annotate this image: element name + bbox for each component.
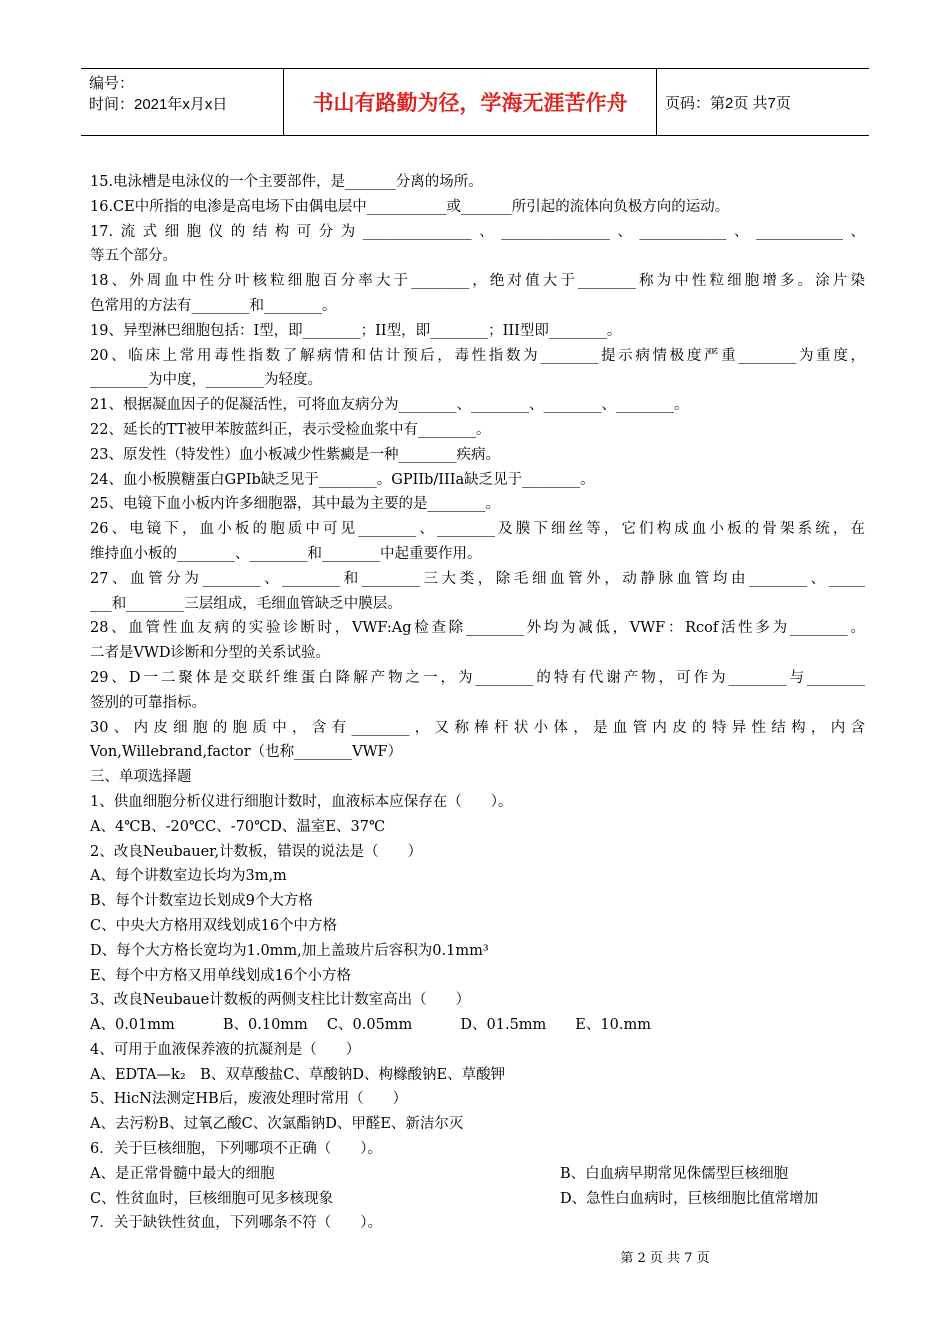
question-line: 3、改良Neubaue计数板的两侧支柱比计数室高出（ ） xyxy=(90,992,471,1009)
text-line: 29、D一二聚体是交联纤维蛋白降解产物之一，为________的特有代谢产物，可作为________与________ xyxy=(90,669,865,686)
option-line: D、每个大方格长宽均为1.0mm,加上盖玻片后容积为0.1mm³ xyxy=(90,942,489,959)
text-line: 21、根据凝血因子的促凝活性，可将血友病分为________、________、________、________。 xyxy=(90,397,689,414)
text-line: 30、内皮细胞的胞质中，含有________，又称棒杆状小体，是血管内皮的特异性结构，内含 xyxy=(90,719,865,736)
text-line: 27、血管分为________、________和________三大类，除毛细血管外，动静脉血管均由________、_____ xyxy=(90,570,865,587)
option-a: A、是正常骨髓中最大的细胞 xyxy=(90,1165,275,1182)
option-line: A、去污粉B、过氧乙酸C、次氯酯钠D、甲醛E、新洁尔灭 xyxy=(90,1116,464,1133)
option-line: C、中央大方格用双线划成16个中方格 xyxy=(90,917,338,934)
text-line: 20、临床上常用毒性指数了解病情和估计预后，毒性指数为________提示病情极度严重________为重度， xyxy=(90,347,865,364)
option-row xyxy=(90,1162,865,1187)
text-line: 25、电镜下血小板内许多细胞器，其中最为主要的是________。 xyxy=(90,496,500,513)
text-line: ___和________三层组成，毛细血管缺乏中膜层。 xyxy=(90,595,402,612)
doc-time-label: 时间：2021年x月x日 xyxy=(89,96,228,113)
option-line: A、每个讲数室边长均为3m,m xyxy=(90,868,287,885)
doc-number-label: 编号： xyxy=(89,75,135,92)
text-line: 16.CE中所指的电渗是高电场下由偶电层中___________或_______所引起的流体向负极方向的运动。 xyxy=(90,198,730,215)
section-heading: 三、单项选择题 xyxy=(90,769,192,786)
question-line: 5、HicN法测定HB后，废液处理时常用（ ） xyxy=(90,1091,408,1108)
text-line: 签别的可靠指标。 xyxy=(90,694,206,711)
text-line: 23、原发性（特发性）血小板减少性紫癜是一种________疾病。 xyxy=(90,446,500,463)
header-motto: 书山有路勤为径，学海无涯苦作舟 xyxy=(284,69,657,135)
option-b: B、白血病早期常见侏儒型巨核细胞 xyxy=(560,1165,789,1182)
option-line: A、0.01mm B、0.10mm C、0.05mm D、01.5mm E、10.mm xyxy=(90,1017,651,1034)
text-line: 28、血管性血友病的实验诊断时，VWF:Ag检查除________外均为减低，VWF：Rcof活性多为________。 xyxy=(90,620,865,637)
document-body xyxy=(90,170,865,1236)
text-line: 18、外周血中性分叶核粒细胞百分率大于________，绝对值大于________称为中性粒细胞增多。涂片染 xyxy=(90,273,865,290)
option-d: D、急性白血病时，巨核细胞比值常增加 xyxy=(560,1190,819,1207)
page-header xyxy=(81,68,869,136)
option-line: A、EDTA—k₂ B、双草酸盐C、草酸钠D、枸橼酸钠E、草酸钾 xyxy=(90,1066,506,1083)
question-line: 6．关于巨核细胞，下列哪项不正确（ ）。 xyxy=(90,1141,382,1158)
question-line: 4、可用于血液保养液的抗凝剂是（ ） xyxy=(90,1041,361,1058)
option-line: B、每个计数室边长划成9个大方格 xyxy=(90,893,313,910)
text-line: 15.电泳槽是电泳仪的一个主要部件，是_______分离的场所。 xyxy=(90,174,483,190)
text-line: 二者是VWD诊断和分型的关系试验。 xyxy=(90,645,330,662)
option-line: A、4℃B、-20℃C、-70℃D、温室E、37℃ xyxy=(90,818,386,835)
text-line: 24、血小板膜糖蛋白GPIb缺乏见于________。GPIIb/IIIa缺乏见于________。 xyxy=(90,471,595,488)
text-line: 等五个部分。 xyxy=(90,248,177,265)
question-line: 2、改良Neubauer,计数板，错误的说法是（ ） xyxy=(90,843,423,860)
text-line: 26、电镜下，血小板的胞质中可见________、________及膜下细丝等，它们构成血小板的骨架系统，在 xyxy=(90,521,865,538)
text-line: ________为中度，________为轻度。 xyxy=(90,372,322,389)
question-line: 1、供血细胞分析仪进行细胞计数时，血液标本应保存在（ ）。 xyxy=(90,793,513,810)
text-line: 22、延长的TT被甲苯胺蓝纠正，表示受检血浆中有________。 xyxy=(90,421,491,438)
option-line: E、每个中方格又用单线划成16个小方格 xyxy=(90,967,352,984)
text-line: 17.流式细胞仪的结构可分为_______________、_______________、____________、____________、 xyxy=(90,223,865,240)
text-line: 色常用的方法有________和________。 xyxy=(90,297,337,314)
text-line: Von,Willebrand,factor（也称________VWF） xyxy=(90,744,403,761)
text-line: 19、异型淋巴细胞包括：I型，即________；II型，即________；III型即________。 xyxy=(90,322,622,339)
option-c: C、性贫血时，巨核细胞可见多核现象 xyxy=(90,1190,334,1207)
header-page-label: 页码：第2页 共7页 xyxy=(665,94,791,112)
text-line: 维持血小板的________、________和________中起重要作用。 xyxy=(90,545,482,562)
page-footer: 第 2 页 共 7 页 xyxy=(620,1251,710,1266)
question-line: 7．关于缺铁性贫血，下列哪条不符（ ）。 xyxy=(90,1215,382,1232)
option-row xyxy=(90,1187,865,1212)
header-meta xyxy=(81,69,284,135)
